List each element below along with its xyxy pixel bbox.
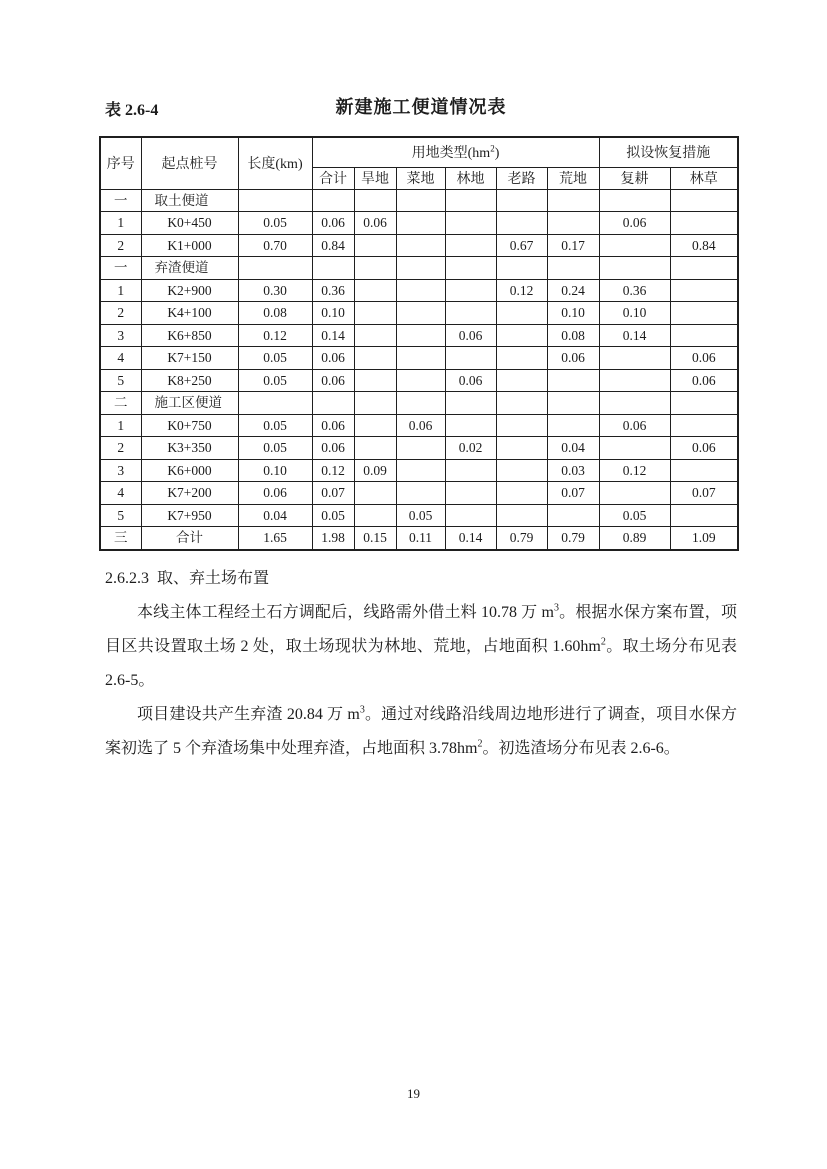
table-cell: 0.06 bbox=[670, 437, 738, 460]
table-cell: 0.06 bbox=[238, 482, 312, 505]
table-cell bbox=[396, 324, 445, 347]
table-cell bbox=[670, 212, 738, 235]
col-header-serial: 序号 bbox=[100, 137, 141, 189]
table-cell: 0.12 bbox=[599, 459, 670, 482]
cubic-superscript: 3 bbox=[553, 602, 559, 614]
table-cell: 合计 bbox=[141, 527, 238, 550]
table-cell bbox=[396, 234, 445, 257]
table-cell bbox=[445, 504, 496, 527]
table-cell: K6+850 bbox=[141, 324, 238, 347]
table-cell: 0.70 bbox=[238, 234, 312, 257]
table-cell bbox=[670, 257, 738, 280]
table-cell bbox=[354, 234, 396, 257]
col-header-recultivate: 复耕 bbox=[599, 167, 670, 189]
table-cell bbox=[396, 369, 445, 392]
table-cell: 0.05 bbox=[599, 504, 670, 527]
table-cell: 0.24 bbox=[547, 279, 599, 302]
table-cell: 取土便道 bbox=[141, 189, 238, 212]
table-cell: 0.06 bbox=[312, 414, 354, 437]
col-header-total: 合计 bbox=[312, 167, 354, 189]
paragraph-1-text: 本线主体工程经土石方调配后，线路需外借土料 10.78 万 m bbox=[137, 604, 554, 621]
table-cell bbox=[238, 392, 312, 415]
paragraph-2-text: 。初选渣场分布见表 2.6-6。 bbox=[482, 740, 680, 757]
table-cell: 0.15 bbox=[354, 527, 396, 550]
table-row bbox=[100, 347, 738, 370]
table-cell bbox=[396, 302, 445, 325]
table-cell bbox=[670, 279, 738, 302]
table-cell bbox=[445, 482, 496, 505]
square-superscript: 2 bbox=[600, 636, 606, 648]
table-cell: K7+200 bbox=[141, 482, 238, 505]
table-cell: 0.11 bbox=[396, 527, 445, 550]
table-cell: 4 bbox=[100, 482, 141, 505]
table-cell: 二 bbox=[100, 392, 141, 415]
square-superscript: 2 bbox=[477, 738, 483, 750]
table-cell: 0.06 bbox=[670, 369, 738, 392]
table-cell: 0.05 bbox=[238, 212, 312, 235]
table-cell: 1 bbox=[100, 414, 141, 437]
paragraph-2-text: 。通过对线路沿线周边地形进行了调查，项目水保方案初选了 5 个弃渣场集中处理弃渣，占地面积 3.78hm bbox=[105, 706, 737, 757]
table-cell bbox=[238, 257, 312, 280]
table-row bbox=[100, 234, 738, 257]
land-type-superscript: 2 bbox=[490, 143, 495, 154]
table-cell: 1 bbox=[100, 212, 141, 235]
table-cell: 一 bbox=[100, 189, 141, 212]
table-cell: 0.84 bbox=[312, 234, 354, 257]
table-cell bbox=[396, 482, 445, 505]
table-cell: 0.04 bbox=[547, 437, 599, 460]
table-cell: 3 bbox=[100, 324, 141, 347]
table-cell bbox=[354, 257, 396, 280]
table-cell: 3 bbox=[100, 459, 141, 482]
col-group-restore: 拟设恢复措施 bbox=[599, 137, 738, 167]
table-cell: 0.14 bbox=[445, 527, 496, 550]
table-cell: 0.10 bbox=[547, 302, 599, 325]
land-type-text: 用地类型(hm bbox=[411, 146, 491, 162]
table-cell bbox=[396, 459, 445, 482]
col-group-land-type bbox=[312, 137, 599, 167]
table-cell: K2+900 bbox=[141, 279, 238, 302]
table-cell: 0.06 bbox=[445, 369, 496, 392]
table-cell bbox=[496, 212, 547, 235]
table-cell bbox=[496, 437, 547, 460]
table-cell: 1 bbox=[100, 279, 141, 302]
table-cell bbox=[670, 392, 738, 415]
table-cell bbox=[496, 482, 547, 505]
table-body bbox=[100, 189, 738, 550]
table-cell: 0.04 bbox=[238, 504, 312, 527]
table-cell: 0.06 bbox=[312, 212, 354, 235]
table-cell: 0.12 bbox=[312, 459, 354, 482]
table-cell: 三 bbox=[100, 527, 141, 550]
table-cell bbox=[354, 504, 396, 527]
table-cell: 0.07 bbox=[547, 482, 599, 505]
table-cell bbox=[445, 302, 496, 325]
table-cell: 0.09 bbox=[354, 459, 396, 482]
table-cell: 一 bbox=[100, 257, 141, 280]
table-cell: K0+450 bbox=[141, 212, 238, 235]
table-cell bbox=[354, 189, 396, 212]
table-cell: 0.36 bbox=[599, 279, 670, 302]
table-cell: 0.84 bbox=[670, 234, 738, 257]
table-cell: 0.06 bbox=[312, 437, 354, 460]
table-cell bbox=[599, 257, 670, 280]
table-cell bbox=[445, 459, 496, 482]
table-cell bbox=[238, 189, 312, 212]
table-cell bbox=[496, 392, 547, 415]
table-cell: 0.05 bbox=[238, 414, 312, 437]
col-header-oldroad: 老路 bbox=[496, 167, 547, 189]
table-row bbox=[100, 527, 738, 550]
table-cell bbox=[547, 257, 599, 280]
table-row bbox=[100, 459, 738, 482]
table-cell bbox=[496, 459, 547, 482]
col-header-vegetable: 菜地 bbox=[396, 167, 445, 189]
table-cell bbox=[599, 189, 670, 212]
paragraph-1-text: 。取土场分布见表 2.6-5。 bbox=[105, 638, 737, 689]
table-cell: 0.07 bbox=[670, 482, 738, 505]
table-cell: 0.06 bbox=[354, 212, 396, 235]
table-cell bbox=[496, 257, 547, 280]
table-cell bbox=[547, 212, 599, 235]
table-cell bbox=[445, 347, 496, 370]
table-cell: 0.79 bbox=[496, 527, 547, 550]
table-cell: 0.10 bbox=[238, 459, 312, 482]
table-cell: 1.09 bbox=[670, 527, 738, 550]
table-cell bbox=[670, 189, 738, 212]
table-cell bbox=[445, 212, 496, 235]
table-cell bbox=[354, 347, 396, 370]
table-cell: 0.03 bbox=[547, 459, 599, 482]
table-cell: 施工区便道 bbox=[141, 392, 238, 415]
table-cell bbox=[599, 347, 670, 370]
table-cell bbox=[396, 189, 445, 212]
table-cell bbox=[396, 347, 445, 370]
table-cell: 0.17 bbox=[547, 234, 599, 257]
table-cell bbox=[496, 324, 547, 347]
section-heading: 2.6.2.3 取、弃土场布置 bbox=[105, 570, 270, 587]
col-header-forestgrass: 林草 bbox=[670, 167, 738, 189]
table-cell bbox=[354, 324, 396, 347]
table-cell: 0.06 bbox=[599, 414, 670, 437]
header-row-1 bbox=[100, 137, 738, 167]
table-row bbox=[100, 189, 738, 212]
table-cell: 0.14 bbox=[599, 324, 670, 347]
table-cell bbox=[396, 392, 445, 415]
table-cell: 0.30 bbox=[238, 279, 312, 302]
table-cell bbox=[445, 189, 496, 212]
table-cell: K4+100 bbox=[141, 302, 238, 325]
table-label: 表 2.6-4 bbox=[105, 102, 159, 119]
table-cell: 0.12 bbox=[238, 324, 312, 347]
table-cell bbox=[670, 504, 738, 527]
table-cell bbox=[445, 414, 496, 437]
table-cell bbox=[354, 279, 396, 302]
table-row bbox=[100, 324, 738, 347]
table-caption-row bbox=[105, 95, 737, 119]
table-cell: 0.89 bbox=[599, 527, 670, 550]
table-cell bbox=[599, 482, 670, 505]
table-cell: 5 bbox=[100, 369, 141, 392]
table-cell bbox=[312, 392, 354, 415]
table-cell: 0.10 bbox=[599, 302, 670, 325]
table-row bbox=[100, 257, 738, 280]
table-cell: K8+250 bbox=[141, 369, 238, 392]
table-cell: K6+000 bbox=[141, 459, 238, 482]
body-text bbox=[105, 562, 737, 766]
table-cell: 0.06 bbox=[312, 347, 354, 370]
table-cell: 弃渣便道 bbox=[141, 257, 238, 280]
table-row bbox=[100, 369, 738, 392]
table-cell: 0.07 bbox=[312, 482, 354, 505]
table-header bbox=[100, 137, 738, 189]
table-cell bbox=[599, 437, 670, 460]
paragraph-2 bbox=[105, 698, 737, 766]
table-row bbox=[100, 279, 738, 302]
table-cell bbox=[496, 302, 547, 325]
cubic-superscript: 3 bbox=[359, 704, 365, 716]
table-cell bbox=[354, 369, 396, 392]
table-cell: 0.05 bbox=[312, 504, 354, 527]
table-cell bbox=[354, 437, 396, 460]
table-cell bbox=[496, 347, 547, 370]
table-cell: K1+000 bbox=[141, 234, 238, 257]
table-cell: K7+950 bbox=[141, 504, 238, 527]
table-cell: 0.06 bbox=[396, 414, 445, 437]
table-cell bbox=[599, 369, 670, 392]
table-cell: 2 bbox=[100, 302, 141, 325]
table-cell: K7+150 bbox=[141, 347, 238, 370]
page-number: 19 bbox=[407, 1086, 420, 1101]
table-cell: 1.98 bbox=[312, 527, 354, 550]
col-header-wasteland: 荒地 bbox=[547, 167, 599, 189]
col-header-start-stake: 起点桩号 bbox=[141, 137, 238, 189]
table-cell: K3+350 bbox=[141, 437, 238, 460]
table-row bbox=[100, 504, 738, 527]
table-cell: 0.06 bbox=[547, 347, 599, 370]
table-cell bbox=[312, 189, 354, 212]
table-cell: 2 bbox=[100, 234, 141, 257]
table-cell bbox=[496, 189, 547, 212]
table-cell bbox=[354, 302, 396, 325]
paragraph-1 bbox=[105, 596, 737, 698]
table-cell bbox=[445, 257, 496, 280]
table-cell: 0.36 bbox=[312, 279, 354, 302]
table-cell bbox=[599, 234, 670, 257]
table-cell bbox=[599, 392, 670, 415]
col-header-length: 长度(km) bbox=[238, 137, 312, 189]
table-cell bbox=[496, 414, 547, 437]
table-cell: 0.06 bbox=[312, 369, 354, 392]
paragraph-2-text: 项目建设共产生弃渣 20.84 万 m bbox=[137, 706, 360, 723]
table-cell: 0.05 bbox=[238, 437, 312, 460]
table-cell: K0+750 bbox=[141, 414, 238, 437]
table-cell bbox=[670, 324, 738, 347]
table-cell: 0.14 bbox=[312, 324, 354, 347]
table-row bbox=[100, 212, 738, 235]
table-cell: 2 bbox=[100, 437, 141, 460]
table-cell bbox=[496, 504, 547, 527]
col-header-forest: 林地 bbox=[445, 167, 496, 189]
table-cell bbox=[445, 234, 496, 257]
table-cell bbox=[396, 437, 445, 460]
table-cell bbox=[445, 392, 496, 415]
table-cell: 0.06 bbox=[599, 212, 670, 235]
table-row bbox=[100, 392, 738, 415]
table-cell bbox=[547, 392, 599, 415]
table-cell bbox=[354, 414, 396, 437]
table-cell: 0.06 bbox=[445, 324, 496, 347]
table-cell: 0.79 bbox=[547, 527, 599, 550]
table-cell: 0.10 bbox=[312, 302, 354, 325]
table-row bbox=[100, 302, 738, 325]
table-cell: 0.05 bbox=[238, 347, 312, 370]
table-cell: 0.08 bbox=[238, 302, 312, 325]
table-row bbox=[100, 482, 738, 505]
table-cell bbox=[670, 414, 738, 437]
table-cell: 1.65 bbox=[238, 527, 312, 550]
table-cell bbox=[312, 257, 354, 280]
land-type-close: ) bbox=[494, 146, 500, 162]
table-cell: 0.12 bbox=[496, 279, 547, 302]
table-cell bbox=[396, 279, 445, 302]
table-cell bbox=[547, 504, 599, 527]
table-cell: 0.67 bbox=[496, 234, 547, 257]
table-cell: 0.05 bbox=[396, 504, 445, 527]
table-cell bbox=[445, 279, 496, 302]
table-cell bbox=[496, 369, 547, 392]
table-cell bbox=[354, 482, 396, 505]
table-cell: 5 bbox=[100, 504, 141, 527]
table-cell bbox=[547, 369, 599, 392]
paragraph-1-text: 。根据水保方案布置，项目区共设置取土场 2 处，取土场现状为林地、荒地，占地面积 1.60hm bbox=[105, 604, 737, 655]
table-cell bbox=[354, 392, 396, 415]
table-cell: 4 bbox=[100, 347, 141, 370]
construction-road-table bbox=[99, 136, 739, 551]
table-cell: 0.06 bbox=[670, 347, 738, 370]
table-cell bbox=[396, 257, 445, 280]
table-cell: 0.08 bbox=[547, 324, 599, 347]
table-cell: 0.02 bbox=[445, 437, 496, 460]
table-title: 新建施工便道情况表 bbox=[335, 97, 507, 117]
table-row bbox=[100, 437, 738, 460]
table-cell bbox=[396, 212, 445, 235]
table-cell bbox=[547, 189, 599, 212]
table-row bbox=[100, 414, 738, 437]
table-cell bbox=[670, 302, 738, 325]
col-header-dryland: 旱地 bbox=[354, 167, 396, 189]
table-cell bbox=[547, 414, 599, 437]
table-cell: 0.05 bbox=[238, 369, 312, 392]
table-cell bbox=[670, 459, 738, 482]
